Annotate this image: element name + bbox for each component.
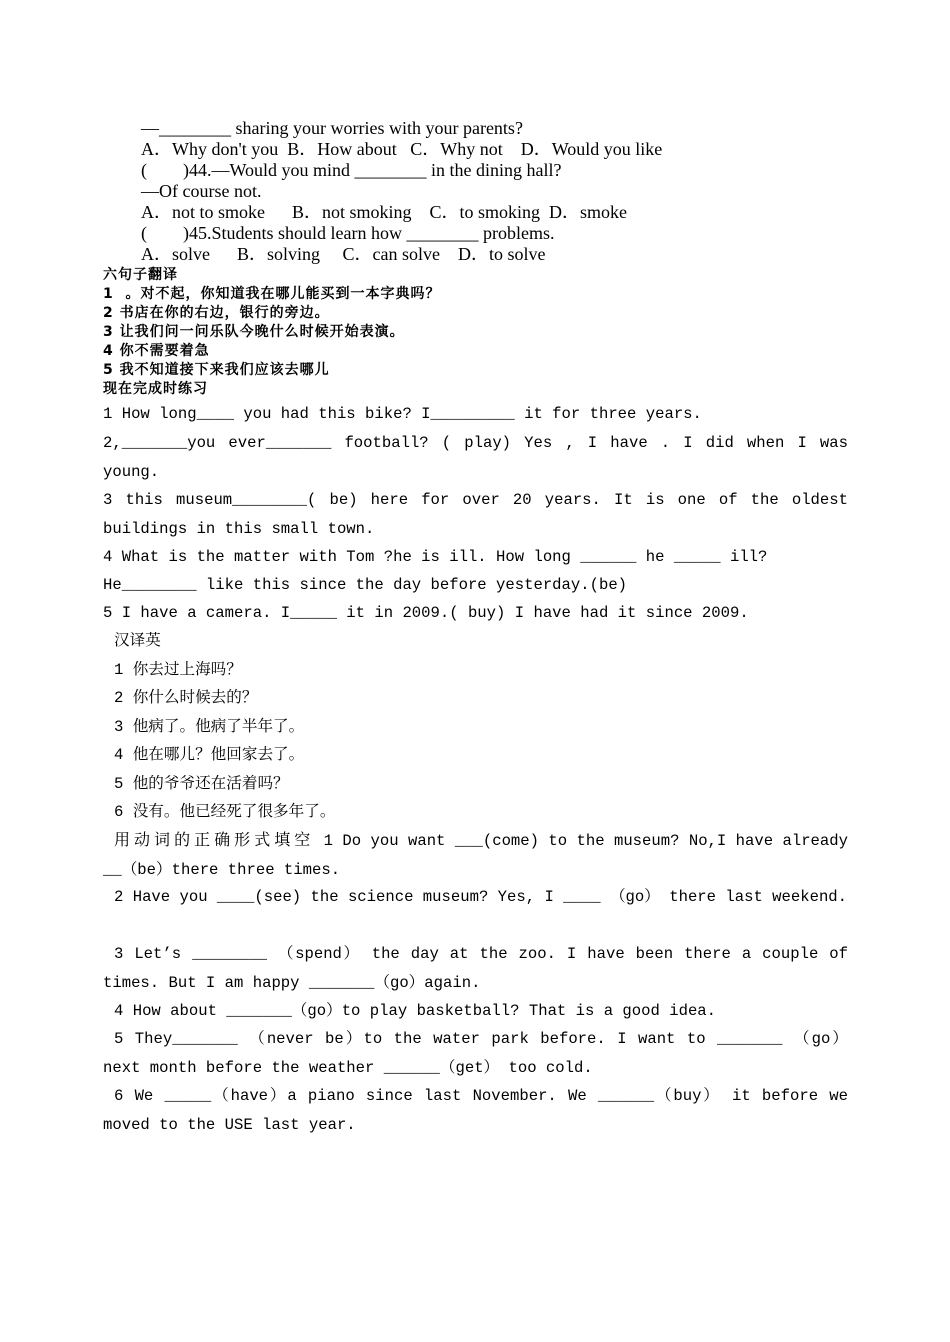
mc-line-1: —________ sharing your worries with your parents? bbox=[141, 118, 523, 138]
verbs-heading: 用动词的正确形式填空 bbox=[114, 830, 315, 849]
translation-item-4: 4 你不需要着急 bbox=[103, 343, 210, 359]
c2e-item-6: 6 没有。他已经死了很多年了。 bbox=[114, 803, 336, 821]
c2e-heading: 汉译英 bbox=[114, 632, 161, 650]
mc-options-45: A．solve B．solving C．can solve D．to solve bbox=[141, 244, 546, 264]
perfect-question-5: 5 I have a camera. I_____ it in 2009.( buy) I have had it since 2009. bbox=[103, 604, 749, 622]
verbs-question-1 bbox=[103, 826, 848, 884]
perfect-question-4: 4 What is the matter with Tom ?he is ill. How long ______ he _____ ill? bbox=[103, 548, 768, 566]
verbs-question-6: 6 We _____（have）a piano since last November. We ______（buy） it before we moved to the USE last year. bbox=[103, 1087, 848, 1134]
perfect-question-1: 1 How long____ you had this bike? I_________ it for three years. bbox=[103, 405, 702, 423]
verbs-question-5: 5 They_______ （never be）to the water park before. I want to _______ （go） next month before the weather ______（get） too cold. bbox=[103, 1030, 848, 1077]
mc-line-4: —Of course not. bbox=[141, 181, 262, 201]
mc-question-45: ( )45.Students should learn how ________ problems. bbox=[141, 223, 555, 243]
verbs-question-3: 3 Let’s ________ （spend） the day at the zoo. I have been there a couple of times. But I am happy _______（go）again. bbox=[103, 945, 848, 992]
c2e-item-4: 4 他在哪儿？他回家去了。 bbox=[114, 746, 305, 764]
mc-question-44: ( )44.—Would you mind ________ in the dining hall? bbox=[141, 160, 562, 180]
translation-item-3: 3 让我们问一问乐队今晚什么时候开始表演。 bbox=[103, 324, 405, 340]
perfect-tense-heading: 现在完成时练习 bbox=[103, 381, 208, 397]
verbs-question-4: 4 How about _______（go）to play basketball? That is a good idea. bbox=[114, 1002, 717, 1020]
perfect-question-2: 2,_______you ever_______ football? ( play) Yes , I have . I did when I was young. bbox=[103, 434, 848, 481]
translation-item-2: 2 书店在你的右边，银行的旁边。 bbox=[103, 305, 330, 321]
verbs-question-1-text: 1 Do you want ___(come) to the museum? No,I have already __（be）there three times. bbox=[103, 832, 848, 879]
mc-options-44: A．not to smoke B．not smoking C．to smoking D．smoke bbox=[141, 202, 628, 222]
translation-item-5: 5 我不知道接下来我们应该去哪儿 bbox=[103, 362, 330, 378]
verbs-question-2: 2 Have you ____(see) the science museum? Yes, I ____ （go） there last weekend. bbox=[114, 888, 848, 906]
translation-heading: 六句子翻译 bbox=[103, 267, 178, 283]
c2e-item-3: 3 他病了。他病了半年了。 bbox=[114, 718, 305, 736]
translation-item-1: 1 。对不起，你知道我在哪儿能买到一本字典吗？ bbox=[103, 286, 441, 302]
perfect-question-4-answer: He________ like this since the day before yesterday.(be) bbox=[103, 576, 628, 594]
c2e-item-5: 5 他的爷爷还在活着吗？ bbox=[114, 775, 289, 793]
mc-options-43: A．Why don't you B．How about C．Why not D．Would you like bbox=[141, 139, 663, 159]
perfect-question-3: 3 this museum________( be) here for over 20 years. It is one of the oldest buildings in this small town. bbox=[103, 491, 848, 538]
c2e-item-1: 1 你去过上海吗？ bbox=[114, 661, 242, 679]
c2e-item-2: 2 你什么时候去的？ bbox=[114, 689, 258, 707]
